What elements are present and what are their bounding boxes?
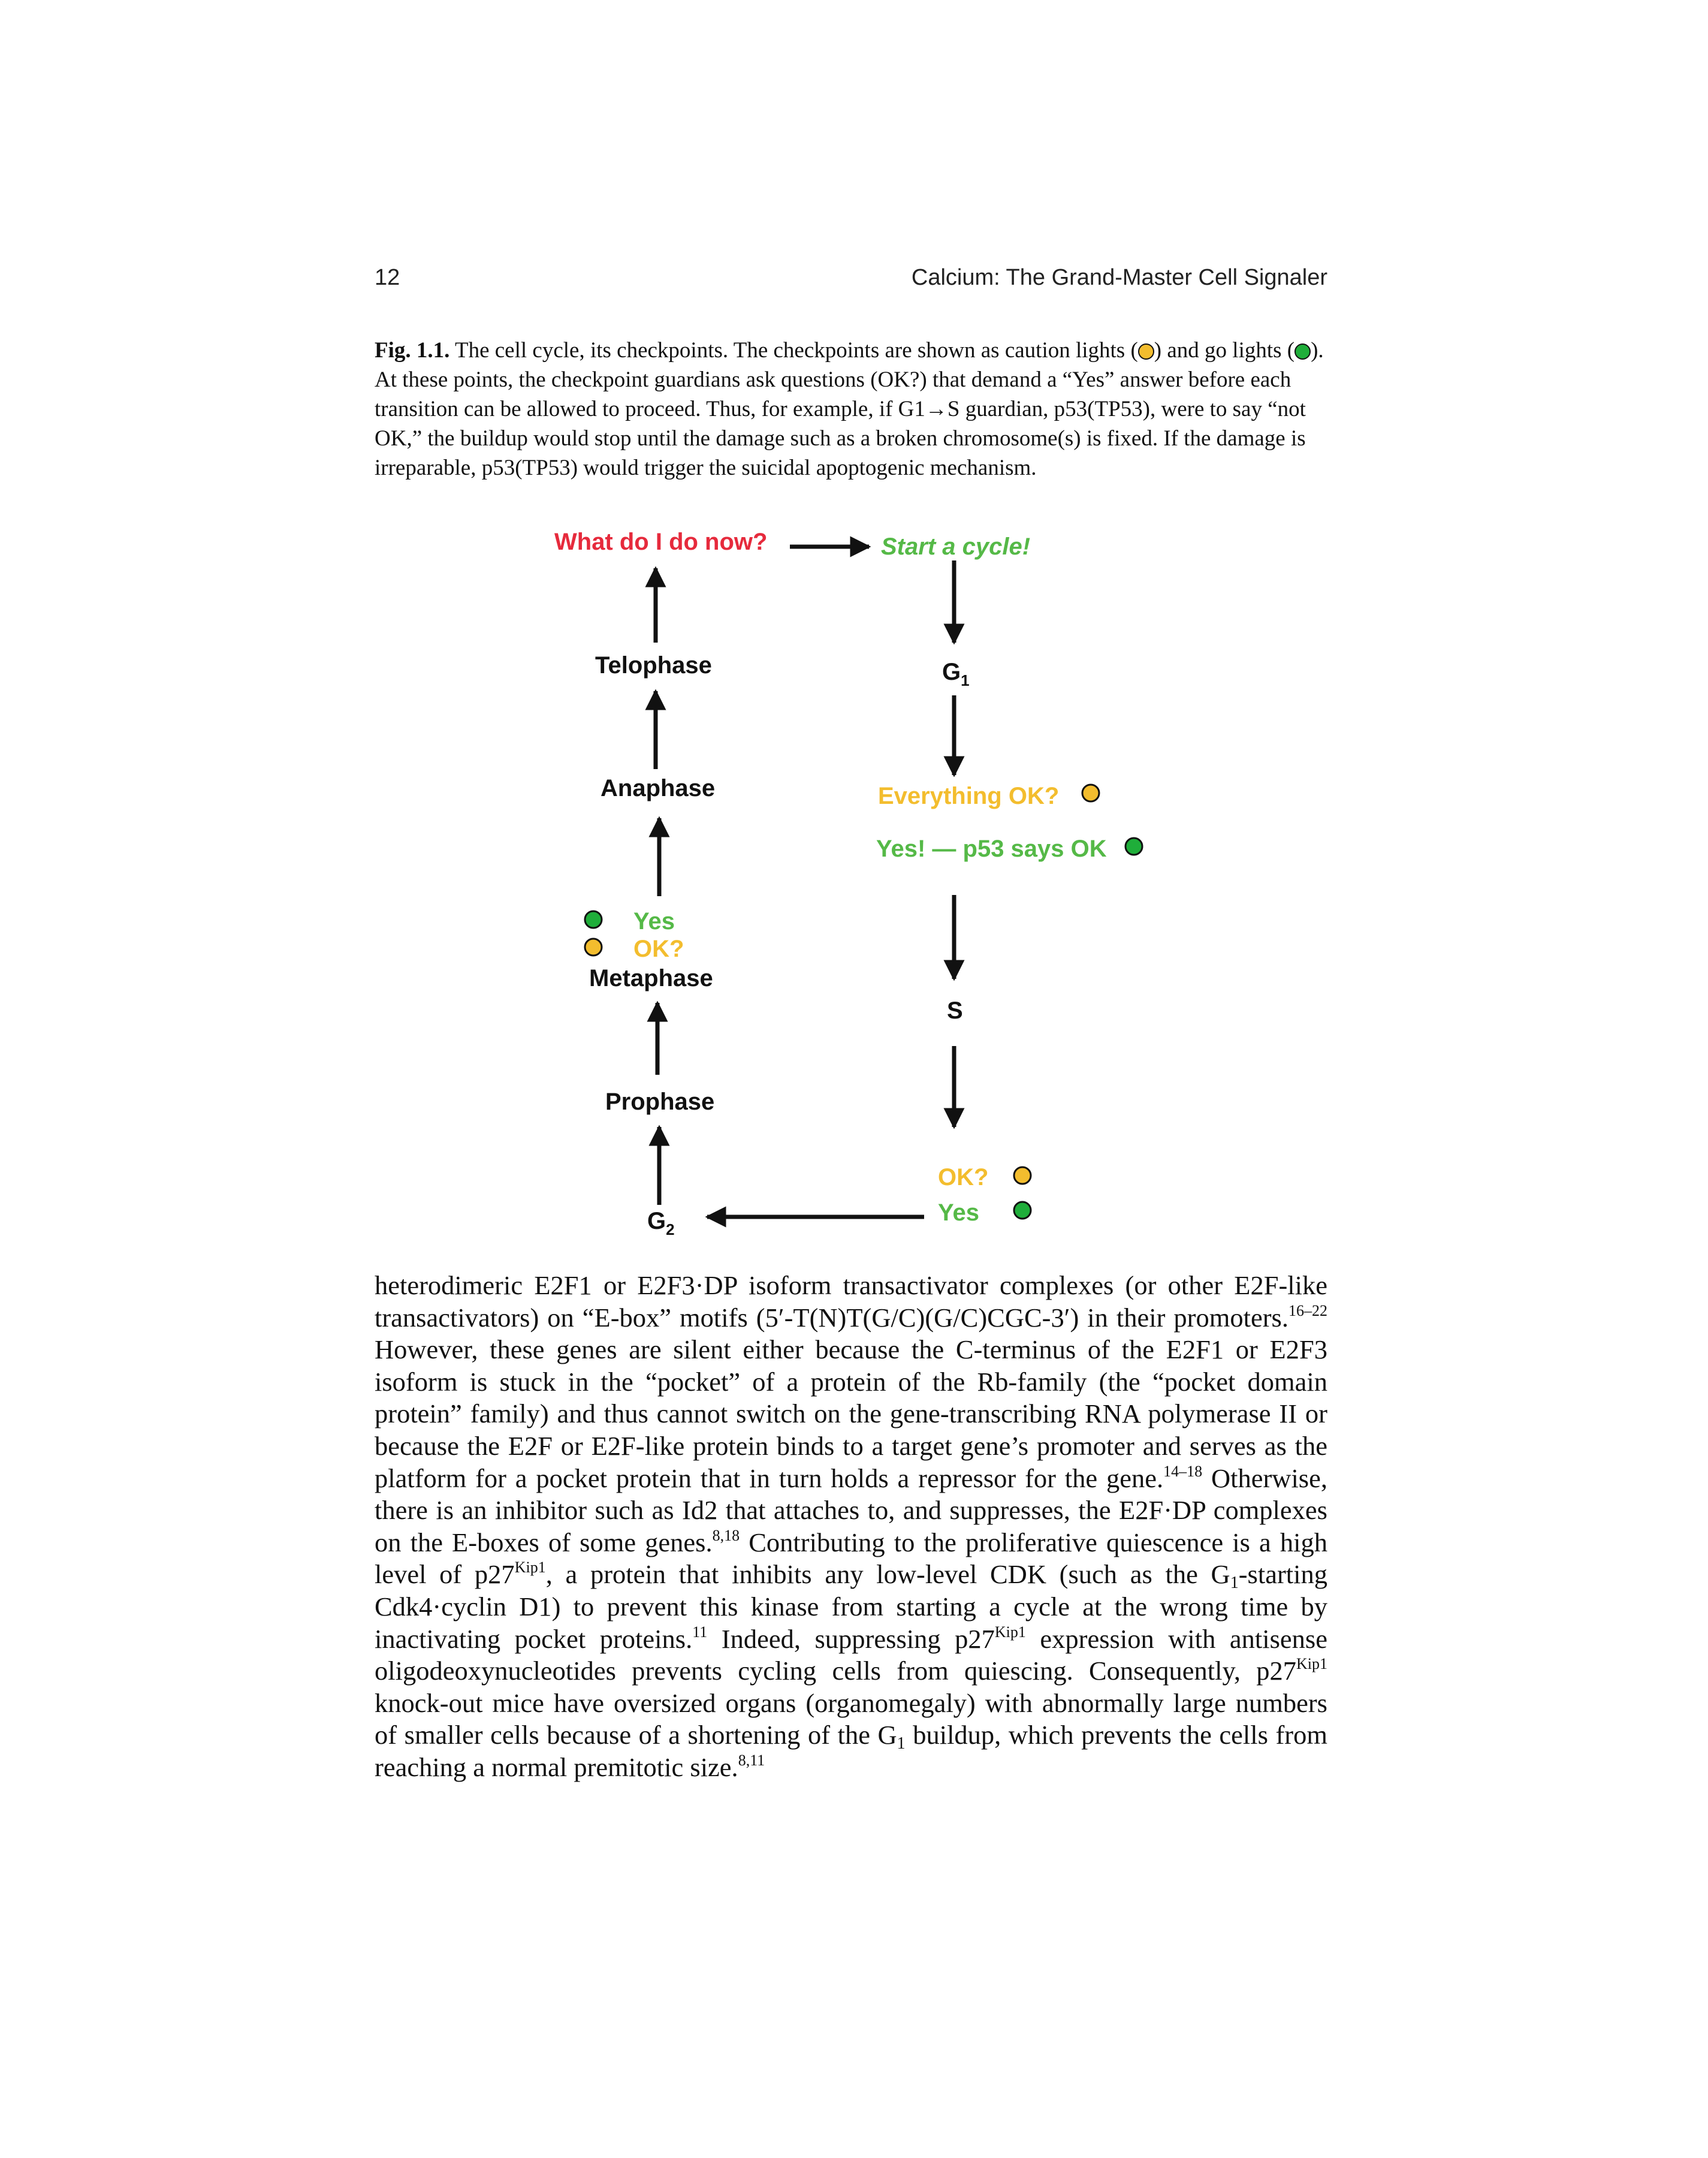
label-meta-yes: Yes [633, 908, 675, 935]
caption-text-2: ) and go lights ( [1154, 338, 1295, 363]
caution-light-icon [1014, 1167, 1031, 1184]
reference: 8,18 [712, 1526, 740, 1544]
running-title: Calcium: The Grand-Master Cell Signaler [911, 265, 1327, 290]
figure-label: Fig. 1.1. [375, 338, 450, 363]
label-g2: $G_2$ [647, 1208, 675, 1238]
label-anaphase: Anaphase [600, 775, 716, 801]
caution-light-icon [1082, 785, 1099, 801]
go-light-icon [1014, 1202, 1031, 1219]
label-telophase: Telophase [595, 652, 712, 679]
page-number: 12 [375, 265, 400, 290]
label-meta-ok: OK? [633, 936, 684, 962]
label-s-phase: S [947, 997, 963, 1024]
caution-light-icon [585, 939, 602, 956]
label-prophase: Prophase [605, 1089, 715, 1115]
go-light-icon [585, 911, 602, 928]
label-g1: $G_1$ [942, 659, 970, 689]
label-g2-ok: OK? [938, 1164, 989, 1190]
caption-text-1: The cell cycle, its checkpoints. The checkpoints are shown as caution lights ( [449, 338, 1138, 363]
label-start-cycle: Start a cycle! [881, 534, 1031, 560]
label-p53-ok: Yes! — p53 says OK [876, 836, 1107, 862]
reference: 11 [692, 1623, 708, 1641]
label-what-now: What do I do now? [554, 529, 768, 555]
reference: 14–18 [1163, 1462, 1203, 1480]
go-light-icon [1125, 838, 1142, 855]
reference: 16–22 [1288, 1301, 1327, 1319]
reference: 8,11 [738, 1751, 765, 1769]
body-paragraph: heterodimeric E2F1 or E2F3·DP isoform transactivator complexes (or other E2F-like transactivators) on “E-box” motifs (5′-T(N)T(G/C)(G/C)CGC-3′) in their promoters.$^{16-22}$ However, these genes are silent either because the C-terminus of the E2F1 or E2F3 isoform is stuck in the “pocket” of a protein of the Rb-family (the “pocket domain protein” family) and thus cannot switch on the gene-transcribing RNA polymerase II or because the E2F or E2F-like protein binds to a target gene’s promoter and serves as the platform for a pocket protein that in turn holds a repressor for the gene.$^{14-18}$ Otherwise, there is an inhibitor such as Id2 that attaches to, and suppresses, the E2F·DP complexes on the E-boxes of some genes.$^{8,18}$ Contributing to the proliferative quiescence is a high level of $p27^{Kip1}$, a protein that inhibits any low-level CDK (such as the $G_1$-starting Cdk4·cyclin D1) to prevent this kinase from starting a cycle at the wrong time by inactivating pocket proteins.$^{11}$ Indeed, suppressing $p27^{Kip1}$ expression with antisense oligodeoxynucleotides prevents cycling cells from quiescing. Consequently, $p27^{Kip1}$ knock-out mice have oversized organs (organomegaly) with abnormally large numbers of smaller cells because of a shortening of the $G_1$ buildup, which prevents the cells from reaching a normal premitotic size.$^{8,11}$ [375, 1270, 1327, 1782]
label-g2-yes: Yes [938, 1199, 979, 1226]
caption-text-3: ). At these points, the checkpoint guardians ask questions (OK?) that demand a “Yes” answer before each transition can be allowed to proceed. Thus, for example, if G1→S guardian, p53(TP53), were to say “not OK,” the buildup would stop until the damage such as a broken chromosome(s) is fixed. If the damage is irreparable, p53(TP53) would trigger the suicidal apoptogenic mechanism. [375, 338, 1324, 480]
label-metaphase: Metaphase [589, 965, 713, 991]
label-everything-ok: Everything OK? [878, 783, 1060, 809]
